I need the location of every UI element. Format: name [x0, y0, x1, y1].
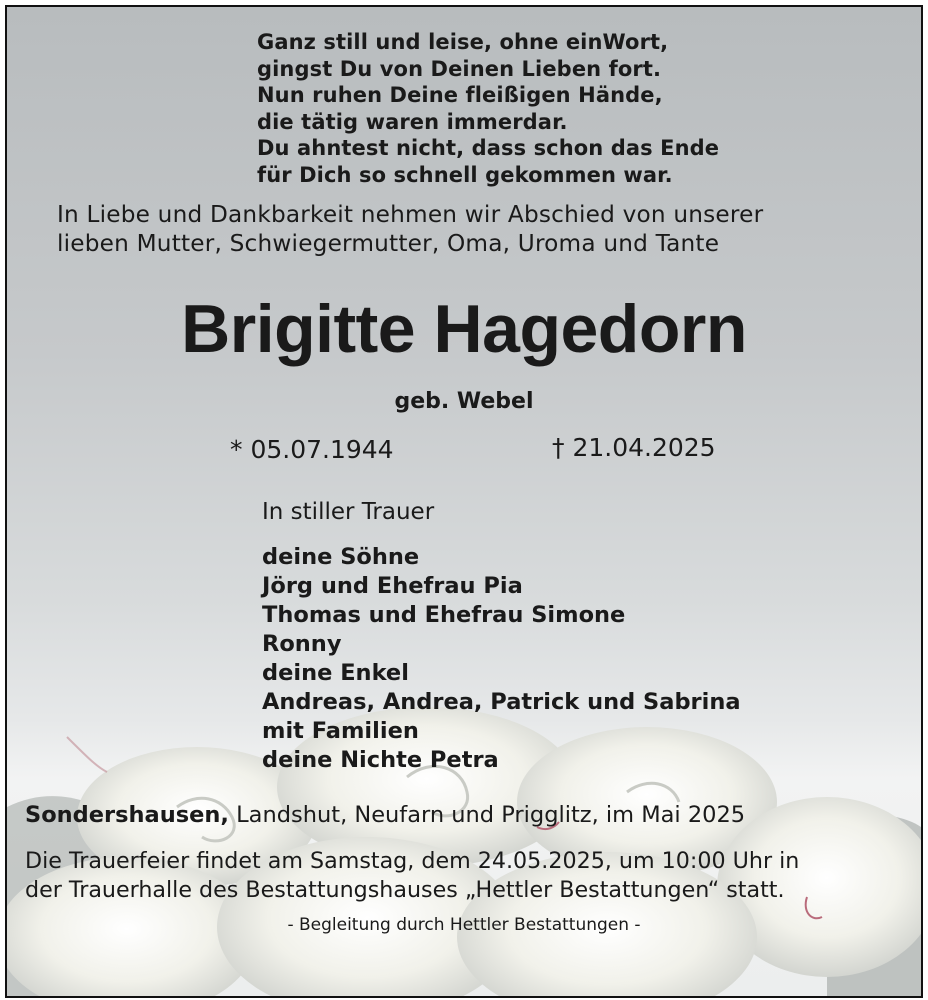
- place-town: Sondershausen,: [25, 802, 229, 828]
- maiden-name: geb. Webel: [394, 389, 534, 414]
- list-item: deine Nichte Petra: [262, 747, 499, 773]
- funeral-service-info: [25, 847, 799, 905]
- list-item: mit Familien: [262, 718, 419, 744]
- birth-date: * 05.07.1944: [230, 435, 394, 464]
- mourners-list: [262, 543, 741, 775]
- poem-line: Du ahntest nicht, dass schon das Ende: [257, 136, 720, 161]
- list-item: Andreas, Andrea, Patrick und Sabrina: [262, 689, 741, 715]
- poem-line: die tätig waren immerdar.: [257, 109, 568, 134]
- list-item: Jörg und Ehefrau Pia: [262, 573, 523, 599]
- list-item: deine Söhne: [262, 544, 420, 570]
- place-rest: Landshut, Neufarn und Prigglitz, im Mai 2025: [228, 802, 746, 828]
- list-item: deine Enkel: [262, 660, 409, 686]
- list-item: Thomas und Ehefrau Simone: [262, 602, 626, 628]
- poem-line: für Dich so schnell gekommen war.: [257, 162, 673, 187]
- mourning-heading: In stiller Trauer: [262, 499, 435, 525]
- footer-credit: - Begleitung durch Hettler Bestattungen -: [287, 915, 641, 935]
- obituary-notice: [5, 5, 923, 998]
- place-and-date: [25, 802, 745, 828]
- service-line: der Trauerhalle des Bestattungshauses „Hettler Bestattungen“ statt.: [25, 877, 785, 903]
- poem-line: gingst Du von Deinen Lieben fort.: [257, 56, 662, 81]
- intro-line: In Liebe und Dankbarkeit nehmen wir Abschied von unserer: [57, 201, 764, 228]
- intro-line: lieben Mutter, Schwiegermutter, Oma, Uroma und Tante: [57, 230, 720, 257]
- deceased-name: Brigitte Hagedorn: [181, 291, 747, 367]
- poem: [257, 29, 719, 189]
- poem-line: Nun ruhen Deine fleißigen Hände,: [257, 83, 663, 108]
- service-line: Die Trauerfeier findet am Samstag, dem 24.05.2025, um 10:00 Uhr in: [25, 848, 800, 874]
- list-item: Ronny: [262, 631, 342, 657]
- intro-text: [57, 200, 763, 258]
- poem-line: Ganz still und leise, ohne einWort,: [257, 30, 669, 54]
- death-date: † 21.04.2025: [552, 433, 716, 462]
